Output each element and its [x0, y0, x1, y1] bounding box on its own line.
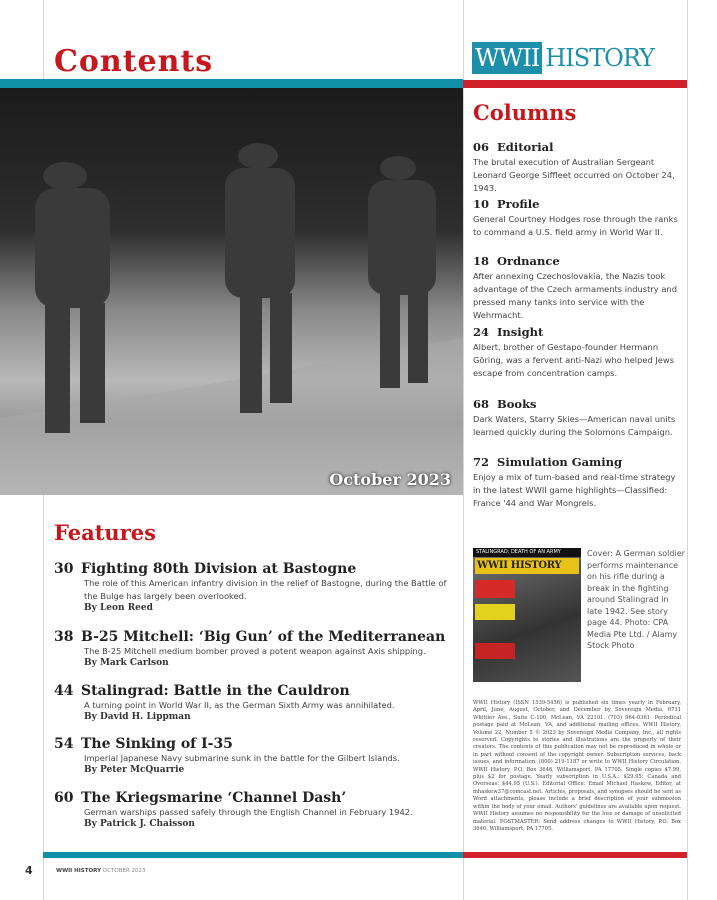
page-number: 38 — [54, 629, 74, 645]
cover-band: STALINGRAD: DEATH OF AN ARMY — [473, 548, 581, 557]
page-number: 30 — [54, 561, 74, 577]
logo-part-wwii: WWII — [472, 42, 542, 74]
cover-blurb — [475, 580, 515, 598]
teal-divider-bottom — [43, 852, 463, 858]
column-item[interactable] — [473, 397, 683, 439]
issue-date-label: October 2023 — [329, 470, 451, 489]
column-rule — [463, 0, 464, 900]
column-desc: General Courtney Hodges rose through the ranks to command a U.S. field army in World War II. — [473, 214, 678, 237]
column-item[interactable] — [473, 325, 683, 380]
cover-blurb — [475, 604, 515, 620]
column-desc: After annexing Czechoslovakia, the Nazis took advantage of the Czech armaments industry and pressed many tanks into service with the Wehrmacht. — [473, 271, 677, 320]
page-number: 06 — [473, 140, 490, 154]
footer-issue: OCTOBER 2023 — [102, 868, 146, 874]
feature-item[interactable] — [54, 790, 454, 829]
page-number: 72 — [473, 455, 490, 469]
feature-desc: German warships passed safely through the English Channel in February 1942. — [84, 807, 413, 817]
feature-author: By David H. Lippman — [84, 712, 191, 722]
cover-masthead: WWII HISTORY — [475, 558, 579, 574]
column-name: Profile — [497, 197, 540, 211]
feature-item[interactable] — [54, 683, 454, 722]
feature-item[interactable] — [54, 561, 454, 613]
publication-info: WWII History (ISSN 1539-5456) is published six times yearly in February, April, June, August, October, and December by Sovereign Media, 6731 Whittier Ave., Suite C-100, McLean, VA 22101. (703) 964-0361. Periodical postage paid at McLean, VA, and additional mailing offices. WWII History, Volume 22, Number 5 © 2023 by Sovereign Media Company, Inc., all rights reserved. Copyrights to stories and illustrations are the property of their creators. The contents of this publication may not be reproduced in whole or in part without consent of the copyright owner. Subscription services, back issues, and information: (800) 219-1187 or write to WWII History Circulation, WWII History, P.O. Box 3646, Williamsport, PA 17705. Single copies $7.99, plus $2 for postage. Yearly subscription in U.S.A.: $29.95; Canada and Overseas: $44.95 (U.S.). Editorial Office: Email Michael Haskew, Editor, at mhaskew37@comcast.net. Articles, proposals, and synopses should be sent as Word attachments; please include a brief description of your submission within the body of your email. Authors' guidelines are available upon request. WWII History assumes no responsibility for the loss or damage of unsolicited material. POSTMASTER: Send address changes to WWII History, P.O. Box 3646, Williamsport, PA 17705. — [473, 700, 681, 832]
column-name: Editorial — [497, 140, 554, 154]
feature-title: The Sinking of I-35 — [81, 736, 233, 752]
feature-desc: The role of this American infantry division in the relief of Bastogne, during the Battle of the Bulge has largely been overlooked. — [84, 578, 447, 601]
feature-author: By Peter McQuarrie — [84, 765, 185, 775]
logo-part-history: HISTORY — [545, 44, 655, 72]
feature-title: B-25 Mitchell: ‘Big Gun’ of the Mediterranean — [81, 629, 446, 645]
column-name: Ordnance — [497, 254, 560, 268]
page-number: 10 — [473, 197, 490, 211]
page-number: 68 — [473, 397, 490, 411]
feature-title: Stalingrad: Battle in the Cauldron — [81, 683, 350, 699]
features-heading: Features — [54, 520, 156, 545]
footer-magazine: WWII HISTORY — [56, 868, 102, 874]
column-desc: Enjoy a mix of turn-based and real-time strategy in the latest WWII game highlights—Classified: France '44 and War Mongrels. — [473, 472, 676, 508]
page-title: Contents — [54, 44, 214, 79]
page-number: 18 — [473, 254, 490, 268]
right-rule — [687, 0, 688, 900]
cover-blurb — [475, 643, 515, 659]
column-item[interactable] — [473, 197, 683, 239]
soldiers-photo — [0, 88, 463, 495]
page-number: 24 — [473, 325, 490, 339]
red-divider-bottom — [463, 852, 687, 858]
page-number-footer: 4 — [25, 864, 33, 877]
column-desc: Albert, brother of Gestapo-founder Hermann Göring, was a fervent anti-Nazi who helped Jews escape from concentration camps. — [473, 342, 675, 378]
column-desc: The brutal execution of Australian Sergeant Leonard George Siffleet occurred on October 24, 1943. — [473, 157, 675, 193]
column-name: Books — [497, 397, 537, 411]
page-number: 60 — [54, 790, 74, 806]
feature-author: By Patrick J. Chaisson — [84, 819, 195, 829]
feature-desc: A turning point in World War II, as the German Sixth Army was annihilated. — [84, 700, 395, 710]
page-number: 44 — [54, 683, 74, 699]
page-number: 54 — [54, 736, 74, 752]
footer-folio — [56, 868, 146, 874]
feature-item[interactable] — [54, 736, 454, 775]
red-divider — [463, 80, 687, 88]
feature-item[interactable] — [54, 629, 454, 668]
feature-author: By Leon Reed — [84, 603, 153, 613]
columns-heading: Columns — [473, 100, 577, 125]
column-name: Insight — [497, 325, 544, 339]
feature-desc: The B-25 Mitchell medium bomber proved a potent weapon against Axis shipping. — [84, 646, 426, 656]
column-item[interactable] — [473, 455, 683, 510]
teal-divider — [0, 79, 463, 88]
magazine-logo — [472, 42, 654, 74]
column-name: Simulation Gaming — [497, 455, 622, 469]
column-item[interactable] — [473, 140, 683, 195]
soldiers-illustration — [0, 88, 463, 495]
feature-author: By Mark Carlson — [84, 658, 169, 668]
feature-desc: Imperial Japanese Navy submarine sunk in the battle for the Gilbert Islands. — [84, 753, 400, 763]
feature-title: The Kriegsmarine ‘Channel Dash’ — [81, 790, 347, 806]
feature-title: Fighting 80th Division at Bastogne — [81, 561, 357, 577]
column-item[interactable] — [473, 254, 683, 322]
column-desc: Dark Waters, Starry Skies—American naval units learned quickly during the Solomons Campaign. — [473, 414, 676, 437]
cover-thumbnail — [473, 548, 581, 682]
cover-caption: Cover: A German soldier performs maintenance on his rifle during a break in the fighting around Stalingrad in late 1942. See story page 44. Photo: CPA Media Pte Ltd. / Alamy Stock Photo — [587, 549, 685, 650]
